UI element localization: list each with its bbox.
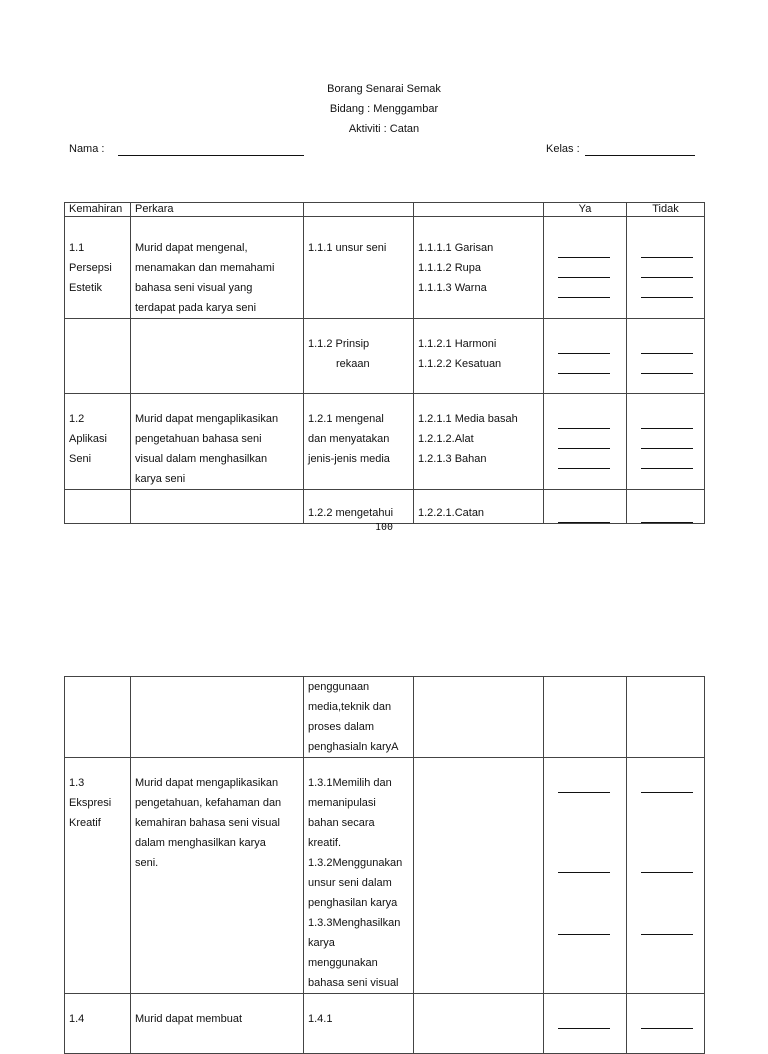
- ya-cell: [544, 394, 627, 490]
- kemahiran-cell: 1.1 Persepsi Estetik: [65, 217, 131, 319]
- kemahiran-cell: 1.2 Aplikasi Seni: [65, 394, 131, 490]
- kemahiran-cell: 1.3 Ekspresi Kreatif: [65, 758, 131, 994]
- kemahiran-cell: [65, 319, 131, 394]
- checklist-table-2: [64, 676, 705, 1054]
- detail-cell: 1.2.2.1.Catan: [414, 490, 544, 524]
- kelas-field: [546, 142, 695, 156]
- perkara-cell: [131, 319, 304, 394]
- ya-checkbox-line[interactable]: [558, 334, 610, 354]
- detail-cell: 1.2.1.1 Media basah 1.2.1.2.Alat 1.2.1.3 Bahan: [414, 394, 544, 490]
- ya-checkbox-line[interactable]: [558, 449, 610, 469]
- ya-cell: [544, 490, 627, 524]
- perkara-cell: [131, 677, 304, 758]
- perkara-cell: Murid dapat mengaplikasikan pengetahuan bahasa seni visual dalam menghasilkan karya seni: [131, 394, 304, 490]
- tidak-checkbox-line[interactable]: [641, 258, 693, 278]
- kemahiran-cell: [65, 677, 131, 758]
- perkara-cell: Murid dapat mengaplikasikan pengetahuan, kefahaman dan kemahiran bahasa seni visual dalam menghasilkan karya seni.: [131, 758, 304, 994]
- tidak-cell: [627, 217, 705, 319]
- tidak-cell: [627, 677, 705, 758]
- tidak-checkbox-line[interactable]: [641, 449, 693, 469]
- perkara-cell: [131, 490, 304, 524]
- table-row: [65, 394, 705, 490]
- header-kemahiran: Kemahiran: [65, 203, 131, 217]
- tidak-checkbox-line[interactable]: [641, 915, 693, 935]
- ya-checkbox-line[interactable]: [558, 915, 610, 935]
- tidak-checkbox-line[interactable]: [641, 1009, 693, 1029]
- tidak-checkbox-line[interactable]: [641, 773, 693, 793]
- standard-cell: 1.2.2 mengetahui: [304, 490, 414, 524]
- table-row: [65, 677, 705, 758]
- ya-checkbox-line[interactable]: [558, 503, 610, 523]
- standard-cell: 1.1.1 unsur seni: [304, 217, 414, 319]
- tidak-checkbox-line[interactable]: [641, 278, 693, 298]
- header-perkara: Perkara: [131, 203, 304, 217]
- perkara-cell: Murid dapat mengenal, menamakan dan memahami bahasa seni visual yang terdapat pada karya seni: [131, 217, 304, 319]
- nama-input-line[interactable]: [118, 143, 304, 156]
- form-bidang: Bidang : Menggambar: [329, 103, 439, 115]
- ya-checkbox-line[interactable]: [558, 258, 610, 278]
- ya-checkbox-line[interactable]: [558, 278, 610, 298]
- detail-cell: [414, 758, 544, 994]
- table-row: [65, 217, 705, 319]
- ya-checkbox-line[interactable]: [558, 853, 610, 873]
- kelas-label: Kelas :: [546, 143, 580, 155]
- tidak-checkbox-line[interactable]: [641, 409, 693, 429]
- ya-checkbox-line[interactable]: [558, 238, 610, 258]
- standard-cell: 1.2.1 mengenal dan menyatakan jenis-jenis media: [304, 394, 414, 490]
- form-title: Borang Senarai Semak: [327, 83, 441, 95]
- kemahiran-cell: [65, 490, 131, 524]
- standard-cell: 1.4.1: [304, 994, 414, 1054]
- detail-cell: 1.1.1.1 Garisan 1.1.1.2 Rupa 1.1.1.3 Warna: [414, 217, 544, 319]
- table-row: [65, 490, 705, 524]
- ya-checkbox-line[interactable]: [558, 429, 610, 449]
- header-blank-2: [414, 203, 544, 217]
- tidak-checkbox-line[interactable]: [641, 429, 693, 449]
- standard-cell: penggunaan media,teknik dan proses dalam penghasialn karyA: [304, 677, 414, 758]
- tidak-cell: [627, 490, 705, 524]
- form-aktiviti: Aktiviti : Catan: [348, 123, 420, 135]
- detail-cell: 1.1.2.1 Harmoni 1.1.2.2 Kesatuan: [414, 319, 544, 394]
- tidak-cell: [627, 394, 705, 490]
- tidak-cell: [627, 319, 705, 394]
- tidak-checkbox-line[interactable]: [641, 503, 693, 523]
- ya-cell: [544, 758, 627, 994]
- standard-cell: 1.3.1Memilih dan memanipulasi bahan secara kreatif. 1.3.2Menggunakan unsur seni dalam penghasilan karya 1.3.3Menghasilkan karya menggunakan bahasa seni visual: [304, 758, 414, 994]
- kemahiran-cell: 1.4: [65, 994, 131, 1054]
- ya-cell: [544, 677, 627, 758]
- table-row: [65, 758, 705, 994]
- ya-checkbox-line[interactable]: [558, 354, 610, 374]
- standard-cell: 1.1.2 Prinsip rekaan: [304, 319, 414, 394]
- kelas-input-line[interactable]: [585, 143, 695, 156]
- tidak-cell: [627, 758, 705, 994]
- header-blank-1: [304, 203, 414, 217]
- header-tidak: Tidak: [627, 203, 705, 217]
- ya-checkbox-line[interactable]: [558, 409, 610, 429]
- perkara-cell: Murid dapat membuat: [131, 994, 304, 1054]
- ya-checkbox-line[interactable]: [558, 773, 610, 793]
- header-ya: Ya: [544, 203, 627, 217]
- table-row: [65, 319, 705, 394]
- nama-field: [69, 142, 304, 156]
- ya-cell: [544, 217, 627, 319]
- tidak-checkbox-line[interactable]: [641, 853, 693, 873]
- tidak-checkbox-line[interactable]: [641, 354, 693, 374]
- ya-cell: [544, 319, 627, 394]
- checklist-table-1: [64, 202, 705, 524]
- tidak-checkbox-line[interactable]: [641, 238, 693, 258]
- tidak-checkbox-line[interactable]: [641, 334, 693, 354]
- page-number: 100: [374, 522, 394, 533]
- table-header-row: [65, 203, 705, 217]
- nama-label: Nama :: [69, 143, 105, 155]
- ya-checkbox-line[interactable]: [558, 1009, 610, 1029]
- detail-cell: [414, 677, 544, 758]
